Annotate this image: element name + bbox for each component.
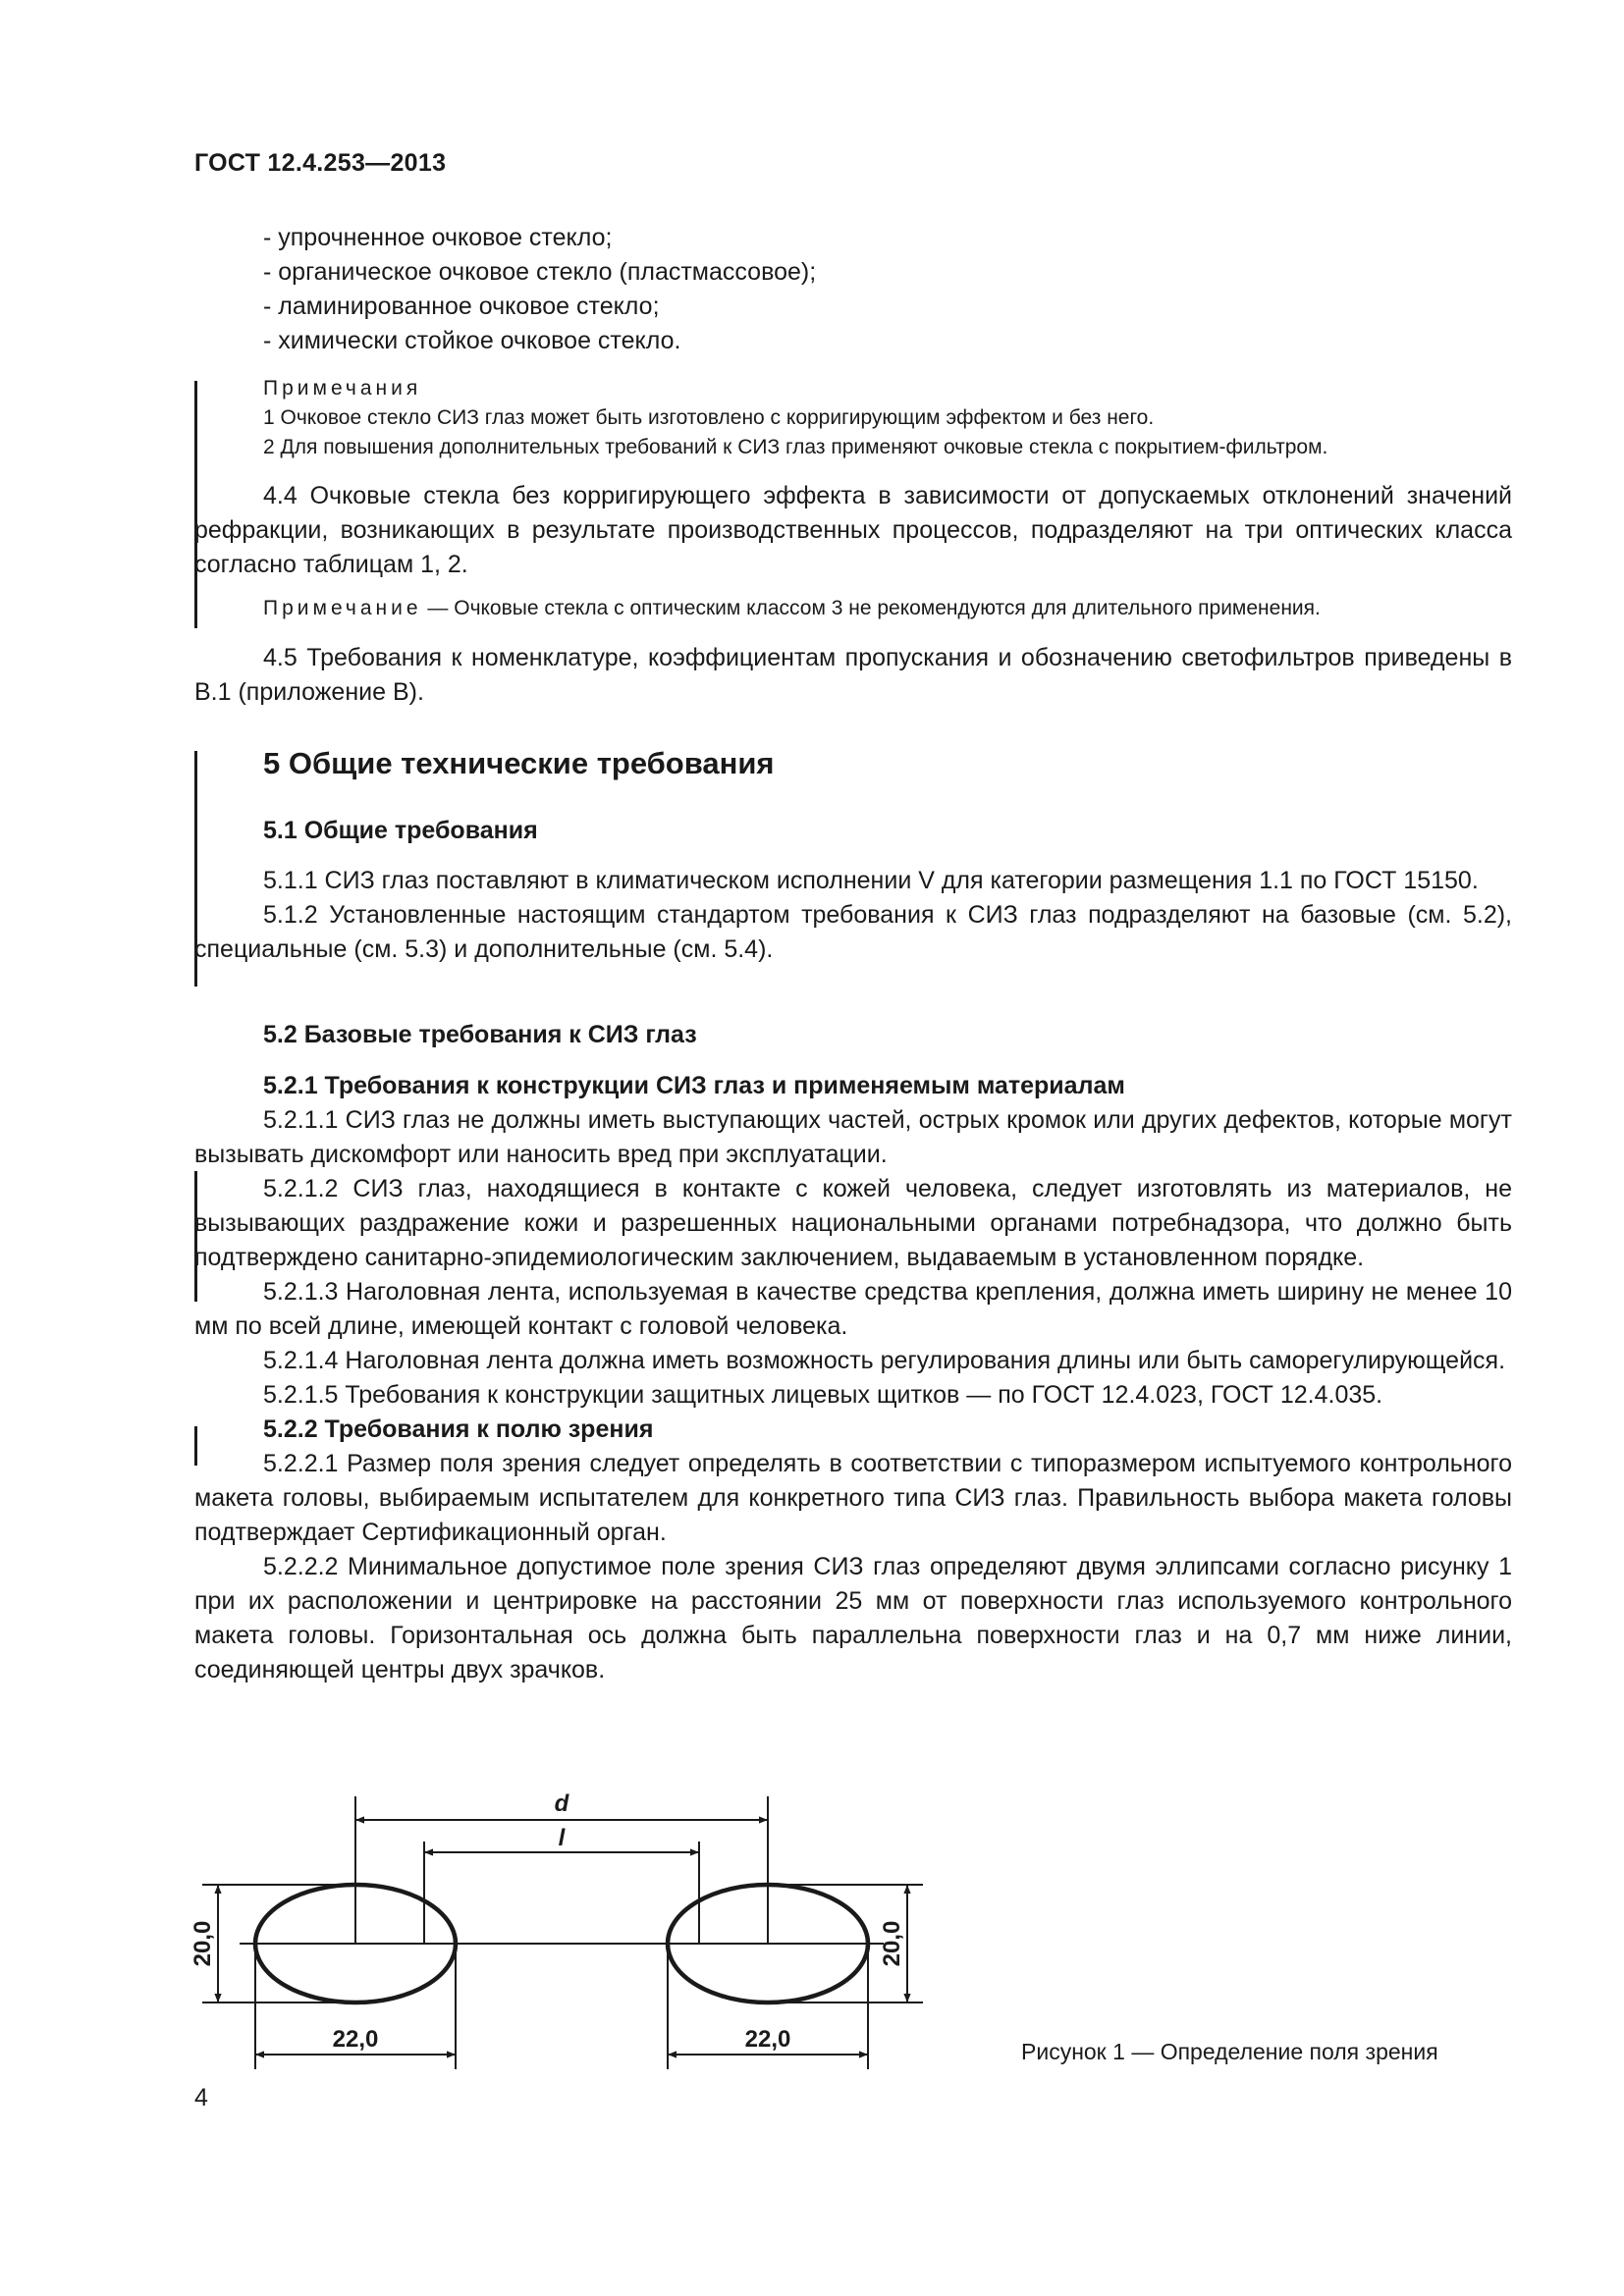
note-item: 1 Очковое стекло СИЗ глаз может быть изготовлено с корригирующим эффектом и без него. — [263, 406, 1155, 429]
paragraph-5-2-2-1: 5.2.2.1 Размер поля зрения следует определять в соответствии с типоразмером испытуемого контрольного макета головы, выбираемым испытателем для конкретного типа СИЗ глаз. Правильность выбора макета головы подтверждает Сертификационный орган. — [194, 1450, 1512, 1546]
right-ellipse — [668, 1885, 868, 2002]
list-item: - химически стойкое очковое стекло. — [263, 327, 681, 354]
note-inline — [194, 594, 1512, 623]
section-5-2-1-title: 5.2.1 Требования к конструкции СИЗ глаз и применяемым материалам — [263, 1072, 1125, 1099]
list-item: - ламинированное очковое стекло; — [263, 293, 660, 320]
paragraph-5-2-1-2: 5.2.1.2 СИЗ глаз, находящиеся в контакте с кожей человека, следует изготовлять из материалов, не вызывающих раздражение кожи и разрешенных национальными органами потребнадзора, что должно быть подтверждено санитарно-эпидемиологическим заключением, выдаваемым в установленном порядке. — [194, 1175, 1512, 1271]
note-item: 2 Для повышения дополнительных требований к СИЗ глаз применяют очковые стекла с покрытием-фильтром. — [263, 436, 1328, 458]
paragraphs-5-1 — [194, 864, 1512, 967]
notes-heading: Примечания — [263, 377, 422, 400]
paragraph-5-2-1-4: 5.2.1.4 Наголовная лента должна иметь возможность регулирования длины или быть саморегулирующейся. — [263, 1347, 1506, 1374]
page-number: 4 — [194, 2084, 208, 2111]
notes-block — [194, 374, 1512, 462]
list-item: - упрочненное очковое стекло; — [263, 224, 613, 251]
paragraph-5-1-1: 5.1.1 СИЗ глаз поставляют в климатическом исполнении V для категории размещения 1.1 по ГОСТ 15150. — [263, 867, 1479, 894]
note-label: Примечание — [263, 597, 422, 619]
section-5-2-2-title: 5.2.2 Требования к полю зрения — [263, 1415, 654, 1443]
section-5-title: 5 Общие технические требования — [263, 746, 775, 780]
label-width-right: 22,0 — [744, 2026, 791, 2053]
section-5-2-title: 5.2 Базовые требования к СИЗ глаз — [263, 1021, 697, 1048]
paragraph-5-1-2: 5.1.2 Установленные настоящим стандартом требования к СИЗ глаз подразделяют на базовые (см. 5.2), специальные (см. 5.3) и дополнительные (см. 5.4). — [194, 901, 1512, 963]
paragraph-4-4: 4.4 Очковые стекла без корригирующего эффекта в зависимости от допускаемых отклонений значений рефракции, возникающих в результате производственных процессов, подразделяют на три оптических класса согласно таблицам 1, 2. — [194, 482, 1512, 578]
paragraph-5-2-1-3: 5.2.1.3 Наголовная лента, используемая в качестве средства крепления, должна иметь ширину не менее 10 мм по всей длине, имеющей контакт с головой человека. — [194, 1278, 1512, 1340]
section-5-2-body — [194, 1069, 1512, 1687]
list — [194, 221, 1512, 358]
label-l: l — [558, 1825, 566, 1851]
paragraph-4-5: 4.5 Требования к номенклатуре, коэффициентам пропускания и обозначению светофильтров приведены в В.1 (приложение В). — [194, 644, 1512, 706]
note-text: — Очковые стекла с оптическим классом 3 не рекомендуются для длительного применения. — [421, 597, 1321, 619]
paragraph-5-2-2-2: 5.2.2.2 Минимальное допустимое поле зрения СИЗ глаз определяют двумя эллипсами согласно рисунку 1 при их расположении и центрировке на расстоянии 25 мм от поверхности глаз используемого контрольного макета головы. Горизонтальная ось должна быть параллельна поверхности глаз и на 0,7 мм ниже линии, соединяющей центры двух зрачков. — [194, 1553, 1512, 1683]
paragraph-5-2-1-1: 5.2.1.1 СИЗ глаз не должны иметь выступающих частей, острых кромок или других дефектов, которые могут вызывать дискомфорт или наносить вред при эксплуатации. — [194, 1106, 1512, 1168]
section-5-1-title: 5.1 Общие требования — [263, 817, 538, 844]
list-item: - органическое очковое стекло (пластмассовое); — [263, 258, 817, 286]
label-height-left: 20,0 — [189, 1920, 216, 1967]
figure-caption: Рисунок 1 — Определение поля зрения — [1021, 2039, 1438, 2064]
paragraph-5-2-1-5: 5.2.1.5 Требования к конструкции защитных лицевых щитков — по ГОСТ 12.4.023, ГОСТ 12.4.035. — [263, 1381, 1383, 1409]
label-width-left: 22,0 — [332, 2026, 379, 2053]
label-d: d — [554, 1790, 569, 1817]
left-ellipse — [255, 1885, 456, 2002]
label-height-right: 20,0 — [879, 1920, 905, 1967]
page-header: ГОСТ 12.4.253—2013 — [194, 149, 447, 177]
